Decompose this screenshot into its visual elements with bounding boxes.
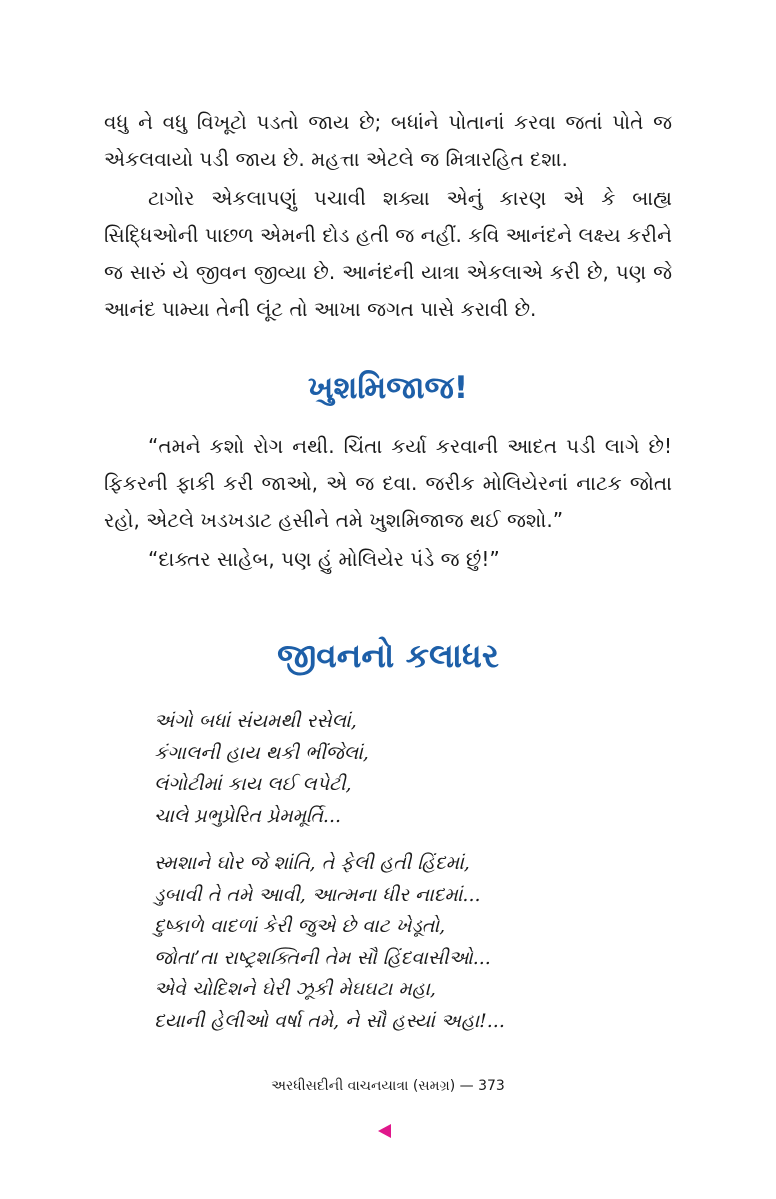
poem-line: સ્મશાને ઘોર જે શાંતિ, તે ફેલી હતી હિંદમાં, — [154, 852, 470, 874]
poem-line: ચાલે પ્રભુપ્રેરિત પ્રેમમૂર્તિ... — [154, 804, 342, 827]
paragraph-reply: “દાક્તર સાહેબ, પણ હું મોલિયેર પંડે જ છું!” — [148, 547, 500, 571]
poem-line: દુષ્કાળે વાદળાં કેરી જુએ છે વાટ ખેડૂતો, — [154, 915, 446, 937]
heading-khushmijaj: ખુશમિજાજ! — [307, 370, 469, 406]
poem-line: કંગાલની હાય થકી ભીંજેલાં, — [154, 741, 369, 764]
poem-line: લંગોટીમાં કાય લઈ લપેટી, — [154, 773, 352, 795]
paragraph-tagore: ટાગોર એકલાપણું પચાવી શક્યા એનું કારણ એ કે બાહ્ય સિદ્ધિઓની પાછળ એમની દોડ હતી જ નહીં. કવિ આનંદને લક્ષ્ય કરીને જ સારું યે જીવન જીવ્યા છે. આનંદની યાત્રા એકલાએ કરી છે, પણ જે આનંદ પામ્યા તેની લૂંટ તો આખા જગત પાસે કરાવી છે. — [104, 186, 673, 321]
poem-line: દયાની હેલીઓ વર્ષા તમે, ને સૌ હસ્યાં અહા!... — [154, 1009, 505, 1032]
poem-line: અંગો બધાં સંયમથી રસેલાં, — [154, 710, 357, 732]
poem-line: ડુબાવી તે તમે આવી, આત્મના ધીર નાદમાં... — [154, 883, 481, 906]
paragraph-mahatta: વધુ ને વધુ વિખૂટો પડતો જાય છે; બધાંને પોતાનાં કરવા જતાં પોતે જ એકલવાયો પડી જાય છે. મહત્તા એટલે જ મિત્રારહિત દશા. — [104, 110, 673, 171]
section-continuation — [104, 104, 672, 328]
poem-stanza-1 — [154, 706, 674, 832]
page-footer: અરધીસદીની વાચનયાત્રા (સમગ્ર) — 373 — [271, 1078, 505, 1094]
section-khushmijaj — [104, 428, 672, 578]
poem-line: જોતા’તા રાષ્ટ્રશક્તિની તેમ સૌ હિંદવાસીઓ... — [154, 946, 491, 969]
paragraph-doctor-advice: “તમને કશો રોગ નથી. ચિંતા કર્યા કરવાની આદત પડી લાગે છે! ફિકરની ફાકી કરી જાઓ, એ જ દવા. જરીક મોલિયેરનાં નાટક જોતા રહો, એટલે ખડખડાટ હસીને તમે ખુશમિજાજ થઈ જશો.” — [104, 434, 672, 532]
heading-jivanno-kaladhar: જીવનનો કલાધર — [277, 636, 499, 675]
poem-line: એવે ચોદિશને ઘેરી ઝૂકી મેઘઘટા મહા, — [154, 978, 436, 1000]
poem-stanza-2 — [154, 848, 674, 1037]
previous-page-arrow-icon[interactable] — [378, 1124, 391, 1138]
